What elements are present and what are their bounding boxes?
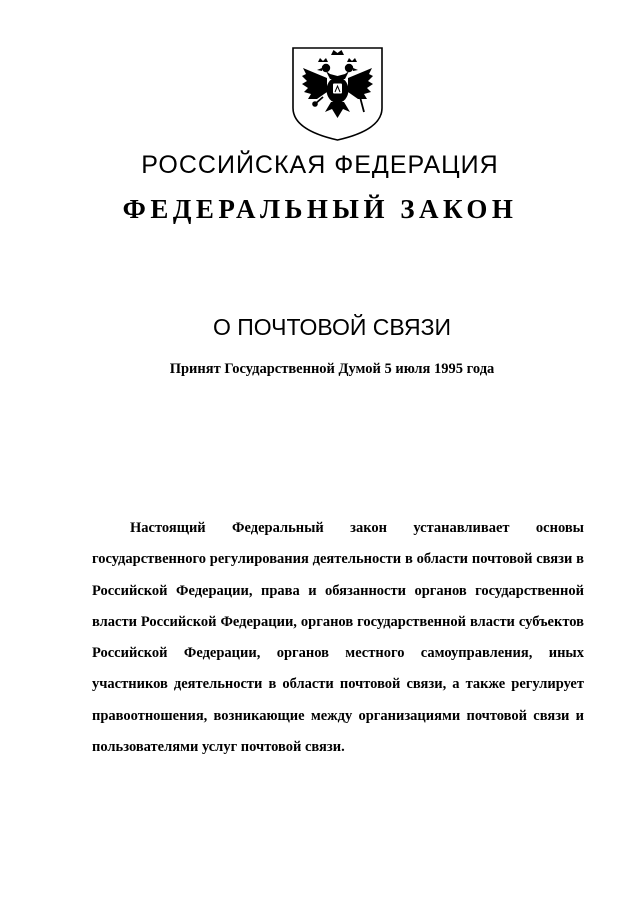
document-type: ФЕДЕРАЛЬНЫЙ ЗАКОН xyxy=(122,194,518,224)
law-title: О ПОЧТОВОЙ СВЯЗИ xyxy=(212,314,452,340)
coat-of-arms-icon xyxy=(291,46,384,142)
country-name: РОССИЙСКАЯ ФЕДЕРАЦИЯ xyxy=(141,151,499,179)
adoption-note: Принят Государственной Думой 5 июля 1995 года xyxy=(169,361,495,377)
preamble-paragraph: Настоящий Федеральный закон устанавливает основы государственного регулирования деятельности в области почтовой связи в Российской Федерации, права и обязанности органов государственной власти Российской Федерации, органов государственной власти субъектов Российской Федерации, органов местного самоуправления, иных участников деятельности в области почтовой связи, а также регулирует правоотношения, возникающие между организациями почтовой связи и пользователями услуг почтовой связи. xyxy=(92,520,584,756)
